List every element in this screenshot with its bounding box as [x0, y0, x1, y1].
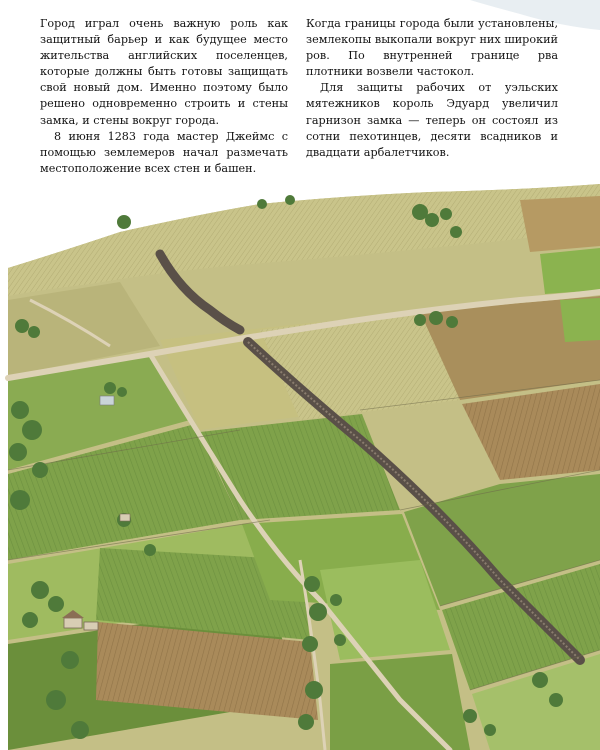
- paragraph: Когда границы города были установлены, землекопы выкопали вокруг них широкий ров. По внутренней границе рва плотники возвели частокол.: [306, 17, 558, 79]
- text-column-right: [306, 16, 558, 161]
- paragraph: Для защиты рабочих от уэльских мятежников король Эдуард увеличил гарнизон замка — теперь он состоял из сотни пехотинцев, десяти всадников и двадцати арбалетчиков.: [306, 81, 558, 159]
- text-column-left: [40, 16, 288, 177]
- paragraph: Город играл очень важную роль как защитный барьер и как будущее место жительства английских поселенцев, которые должны быть готовы защищать свой новый дом. Именно поэтому было решено одновременно строить и стены замка, и стены вокруг города.: [40, 17, 288, 127]
- paragraph: 8 июня 1283 года мастер Джеймс с помощью землемеров начал размечать местоположение всех стен и башен.: [40, 129, 288, 175]
